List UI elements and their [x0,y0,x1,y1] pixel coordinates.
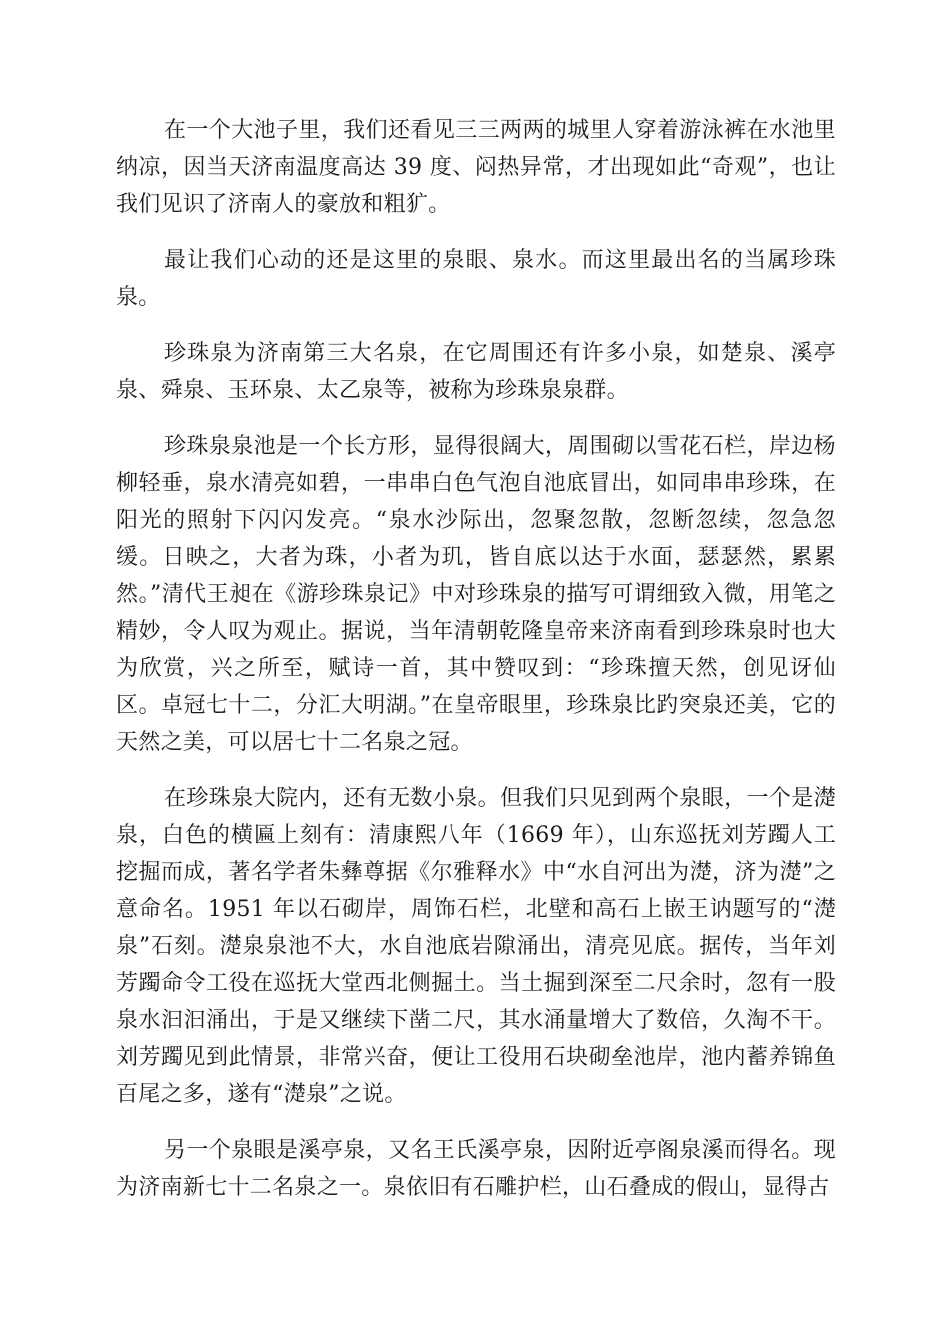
paragraph-2: 最让我们心动的还是这里的泉眼、泉水。而这里最出名的当属珍珠泉。 [116,248,836,310]
paragraph-5: 在珍珠泉大院内，还有无数小泉。但我们只见到两个泉眼，一个是濋泉，白色的横匾上刻有：清康熙八年（1669 年），山东巡抚刘芳躅人工挖掘而成，著名学者朱彝尊据《尔雅释水》中“水自河出为濋，济为濋”之意命名。1951 年以石砌岸，周饰石栏，北壁和高石上嵌王讷题写的“濋泉”石刻。濋泉泉池不大，水自池底岩隙涌出，清亮见底。据传，当年刘芳躅命令工役在巡抚大堂西北侧掘土。当土掘到深至二尺余时，忽有一股泉水汩汩涌出，于是又继续下凿二尺，其水涌量增大了数倍，久淘不干。刘芳躅见到此情景，非常兴奋，便让工役用石块砌垒池岸，池内蓄养锦鱼百尾之多，遂有“濋泉”之说。 [116,786,836,1107]
paragraph-6: 另一个泉眼是溪亭泉，又名王氏溪亭泉，因附近亭阁泉溪而得名。现为济南新七十二名泉之一。泉依旧有石雕护栏，山石叠成的假山，显得古 [116,1138,836,1200]
paragraph-3: 珍珠泉为济南第三大名泉，在它周围还有许多小泉，如楚泉、溪亭泉、舜泉、玉环泉、太乙泉等，被称为珍珠泉泉群。 [116,341,836,403]
paragraph-1: 在一个大池子里，我们还看见三三两两的城里人穿着游泳裤在水池里纳凉，因当天济南温度高达 39 度、闷热异常，才出现如此“奇观”，也让我们见识了济南人的豪放和粗犷。 [116,118,836,217]
article-body [116,112,836,1225]
paragraph-4: 珍珠泉泉池是一个长方形，显得很阔大，周围砌以雪花石栏，岸边杨柳轻垂，泉水清亮如碧，一串串白色气泡自池底冒出，如同串串珍珠，在阳光的照射下闪闪发亮。“泉水沙际出，忽聚忽散，忽断忽续，忽急忽缓。日映之，大者为珠，小者为玑，皆自底以达于水面，瑟瑟然，累累然。”清代王昶在《游珍珠泉记》中对珍珠泉的描写可谓细致入微，用笔之精妙，令人叹为观止。据说，当年清朝乾隆皇帝来济南看到珍珠泉时也大为欣赏，兴之所至，赋诗一首，其中赞叹到：“珍珠擅天然，创见讶仙区。卓冠七十二，分汇大明湖。”在皇帝眼里，珍珠泉比趵突泉还美，它的天然之美，可以居七十二名泉之冠。 [116,434,836,755]
